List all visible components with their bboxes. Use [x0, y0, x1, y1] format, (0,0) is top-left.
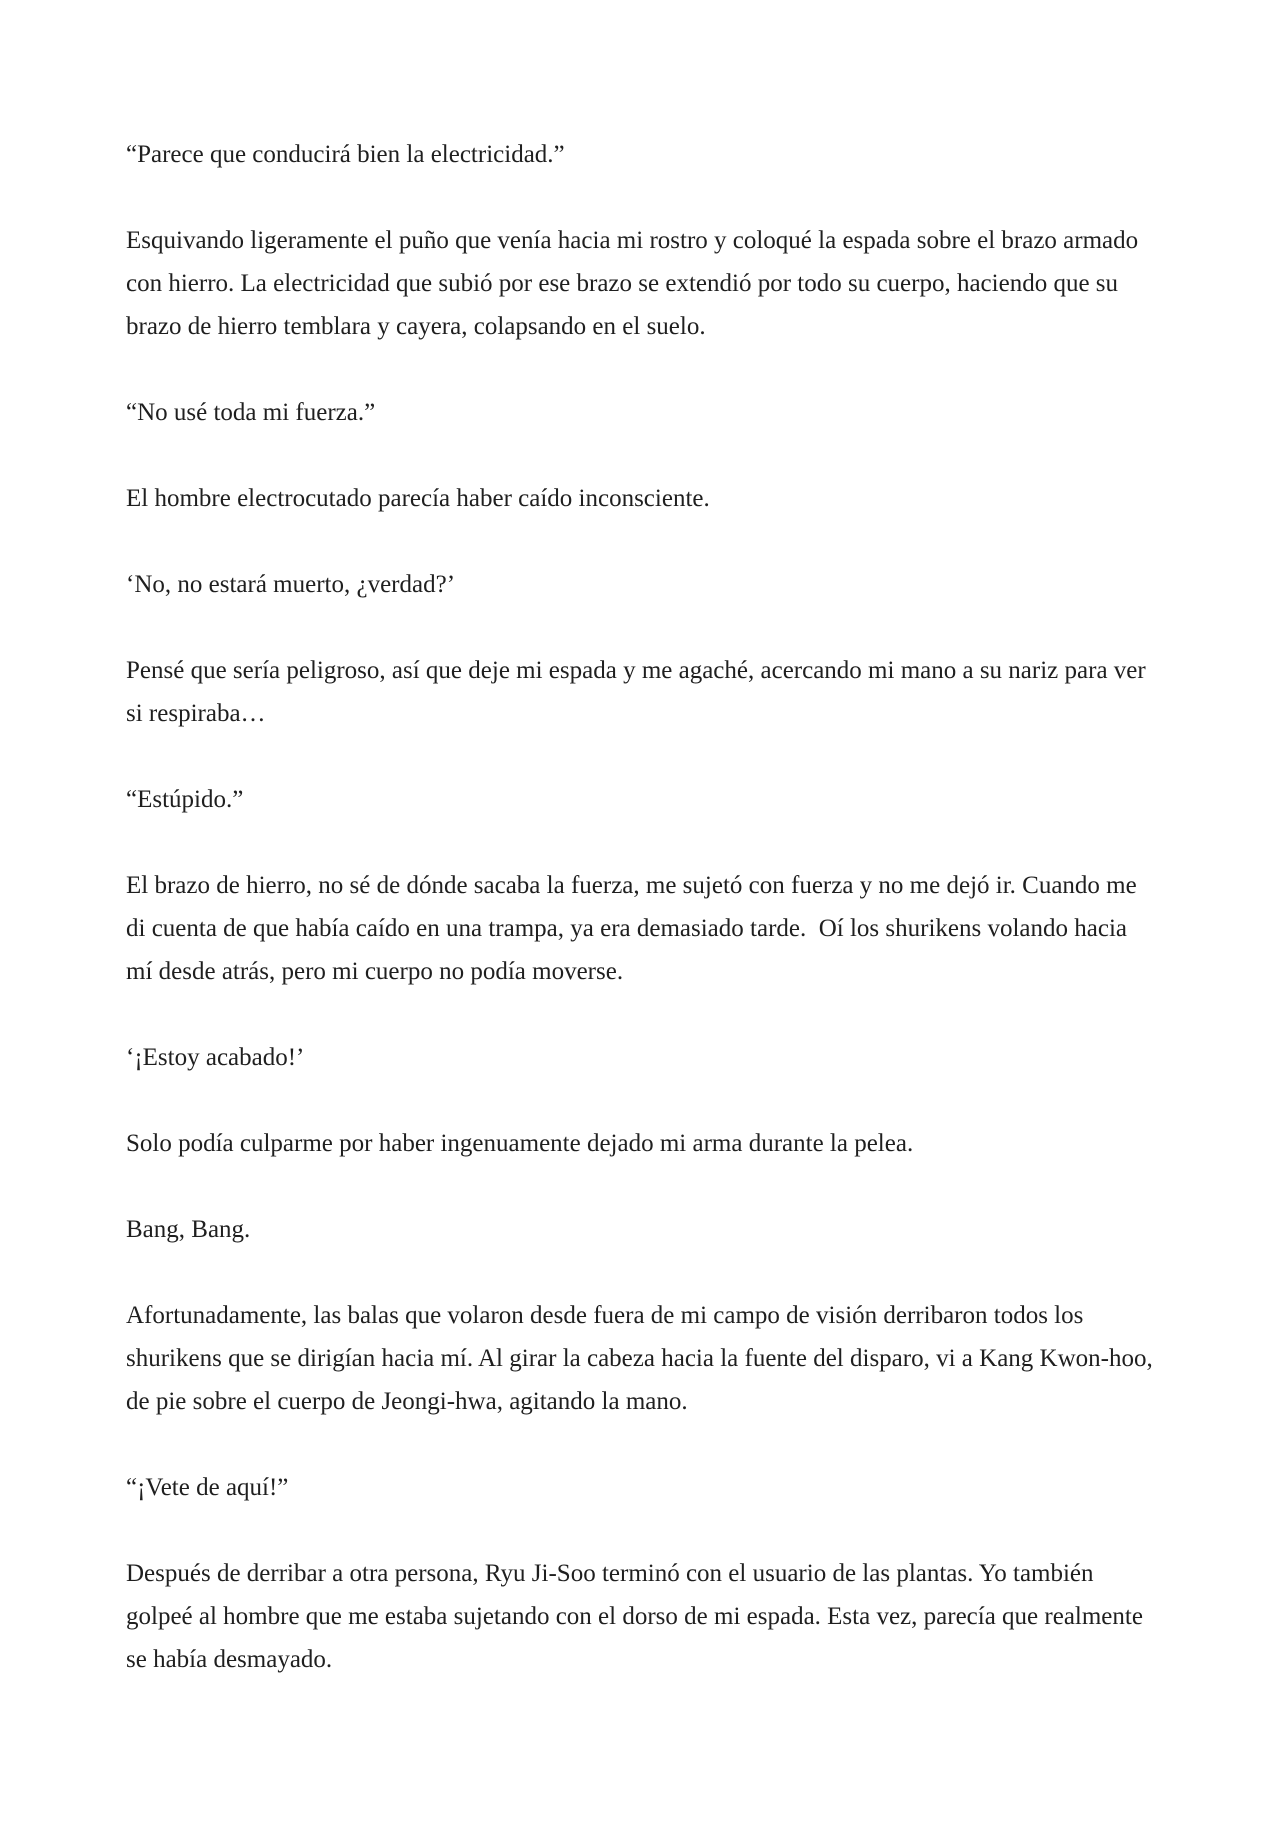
document-body	[126, 133, 1159, 1681]
paragraph: “Estúpido.”	[126, 786, 244, 813]
paragraph: Afortunadamente, las balas que volaron desde fuera de mi campo de visión derribaron todos los shurikens que se dirigían hacia mí. Al girar la cabeza hacia la fuente del disparo, vi a Kang Kwon-hoo, de pie sobre el cuerpo de Jeongi-hwa, agitando la mano.	[126, 1302, 1159, 1415]
paragraph: Esquivando ligeramente el puño que venía hacia mi rostro y coloqué la espada sobre el brazo armado con hierro. La electricidad que subió por ese brazo se extendió por todo su cuerpo, haciendo que su brazo de hierro temblara y cayera, colapsando en el suelo.	[126, 227, 1145, 340]
paragraph: ‘¡Estoy acabado!’	[126, 1044, 305, 1071]
paragraph: Pensé que sería peligroso, así que deje mi espada y me agaché, acercando mi mano a su nariz para ver si respiraba…	[126, 657, 1152, 727]
paragraph: “No usé toda mi fuerza.”	[126, 399, 376, 426]
paragraph: “¡Vete de aquí!”	[126, 1474, 289, 1501]
paragraph: Bang, Bang.	[126, 1216, 251, 1243]
paragraph: ‘No, no estará muerto, ¿verdad?’	[126, 571, 456, 598]
paragraph: Solo podía culparme por haber ingenuamente dejado mi arma durante la pelea.	[126, 1130, 914, 1157]
paragraph: El brazo de hierro, no sé de dónde sacaba la fuerza, me sujetó con fuerza y no me dejó ir. Cuando me di cuenta de que había caído en una trampa, ya era demasiado tarde. Oí los shurikens volando hacia mí desde atrás, pero mi cuerpo no podía moverse.	[126, 872, 1143, 985]
paragraph: El hombre electrocutado parecía haber caído inconsciente.	[126, 485, 710, 512]
paragraph: “Parece que conducirá bien la electricidad.”	[126, 141, 565, 168]
paragraph: Después de derribar a otra persona, Ryu Ji-Soo terminó con el usuario de las plantas. Yo también golpeé al hombre que me estaba sujetando con el dorso de mi espada. Esta vez, parecía que realmente se había desmayado.	[126, 1560, 1150, 1673]
